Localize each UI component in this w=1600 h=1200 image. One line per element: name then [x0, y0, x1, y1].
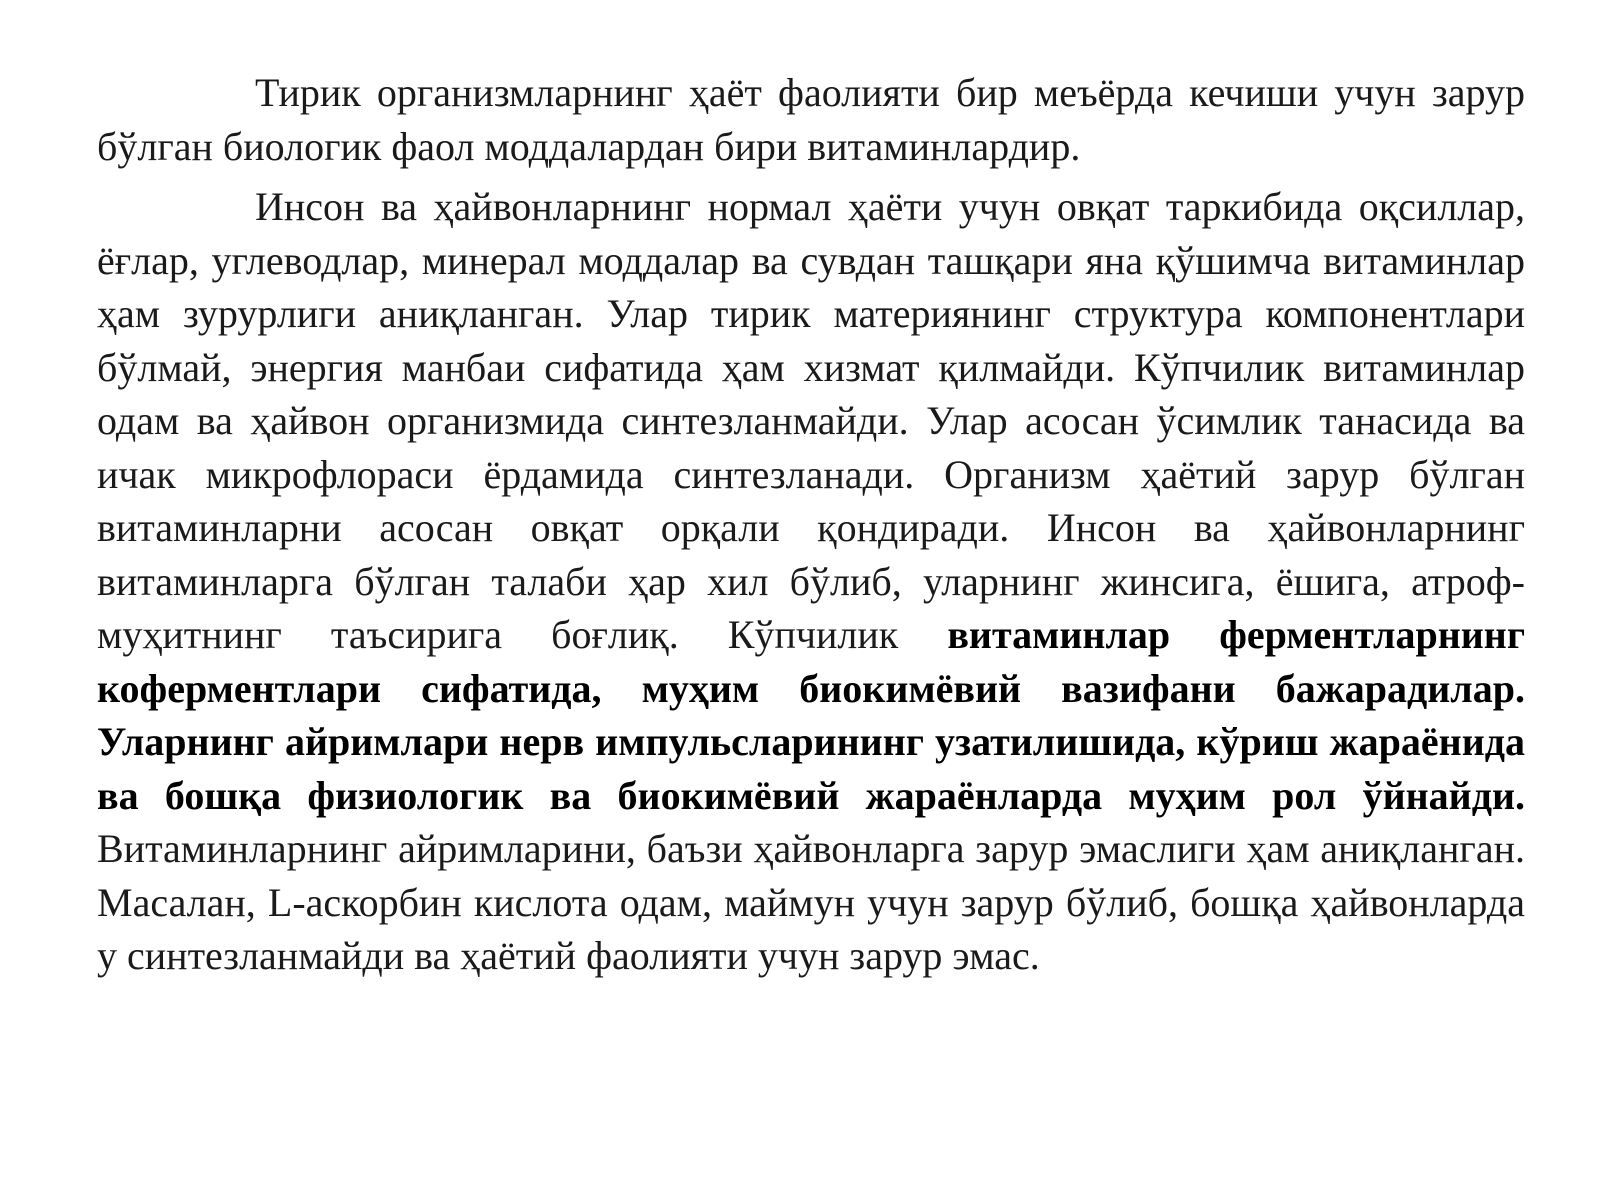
paragraph-2-text-2: Витаминларнинг айримларини, баъзи ҳайвонларга зарур эмаслиги ҳам аниқланган. Масалан, L-аскорбин кислота одам, маймун учун зарур бўлиб, бошқа ҳайвонларда у синтезланмайди ва ҳаётий фаолияти учун зарур эмас.	[97, 826, 1525, 978]
paragraph-1-text: Тирик организмларнинг ҳаёт фаолияти бир меъёрда кечиши учун зарур бўлган биологик фаол моддалардан бири витаминлардир.	[97, 70, 1525, 169]
paragraph-2	[97, 180, 1525, 983]
paragraph-2-bold-text: витаминлар ферментларнинг коферментлари сифатида, муҳим биокимёвий вазифани бажарадилар. Уларнинг айримлари нерв импульсларининг узатилишида, кўриш жараёнида ва бошқа физиологик ва биокимёвий жараёнларда муҳим рол ўйнайди.	[97, 612, 1525, 818]
paragraph-1	[97, 66, 1525, 173]
paragraph-2-text-1: Инсон ва ҳайвонларнинг нормал ҳаёти учун овқат таркибида оқсиллар, ёғлар, углеводлар, минерал моддалар ва сувдан ташқари яна қўшимча витаминлар ҳам зурурлиги аниқланган. Улар тирик материянинг структура компонентлари бўлмай, энергия манбаи сифатида ҳам хизмат қилмайди. Кўпчилик витаминлар одам ва ҳайвон организмида синтезланмайди. Улар асосан ўсимлик танасида ва ичак микрофлораси ёрдамида синтезланади. Организм ҳаётий зарур бўлган витаминларни асосан овқат орқали қондиради. Инсон ва ҳайвонларнинг витаминларга бўлган талаби ҳар хил бўлиб, уларнинг жинсига, ёшига, атроф-муҳитнинг таъсирига боғлиқ. Кўпчилик	[97, 184, 1525, 657]
text-block	[97, 66, 1525, 983]
